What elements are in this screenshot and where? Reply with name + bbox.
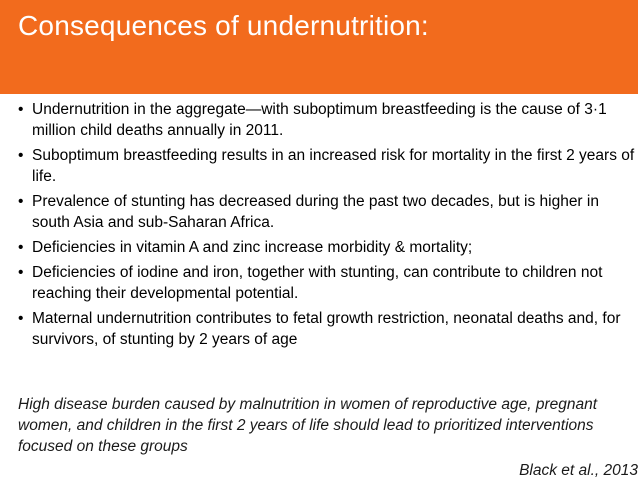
bullet-text: Suboptimum breastfeeding results in an increased risk for mortality in the first 2 years of life. — [32, 147, 635, 185]
bullet-list — [18, 99, 636, 354]
bullet-item — [18, 262, 636, 304]
bullet-dot: • — [18, 264, 24, 281]
bullet-text: Deficiencies of iodine and iron, together with stunting, can contribute to children not reaching their developmental potential. — [32, 264, 603, 302]
bullet-text: Maternal undernutrition contributes to fetal growth restriction, neonatal deaths and, for survivors, of stunting by 2 years of age — [32, 310, 621, 348]
bullet-item — [18, 308, 636, 350]
bullet-dot: • — [18, 239, 24, 256]
bullet-dot: • — [18, 310, 24, 327]
bullet-item — [18, 145, 636, 187]
bullet-text: Prevalence of stunting has decreased during the past two decades, but is higher in south Asia and sub-Saharan Africa. — [32, 193, 599, 231]
bullet-dot: • — [18, 147, 24, 164]
title-bar — [0, 0, 638, 94]
bullet-item — [18, 191, 636, 233]
bullet-dot: • — [18, 101, 24, 118]
citation: Black et al., 2013 — [519, 462, 638, 479]
bullet-text: Undernutrition in the aggregate—with suboptimum breastfeeding is the cause of 3·1 million child deaths annually in 2011. — [32, 101, 607, 139]
bullet-item — [18, 99, 636, 141]
bullet-dot: • — [18, 193, 24, 210]
bullet-text: Deficiencies in vitamin A and zinc increase morbidity & mortality; — [32, 239, 473, 256]
summary-note: High disease burden caused by malnutrition in women of reproductive age, pregnant women, and children in the first 2 years of life should lead to prioritized interventions focused on these groups — [18, 396, 598, 455]
slide-title: Consequences of undernutrition: — [18, 10, 429, 41]
bullet-item — [18, 237, 636, 258]
